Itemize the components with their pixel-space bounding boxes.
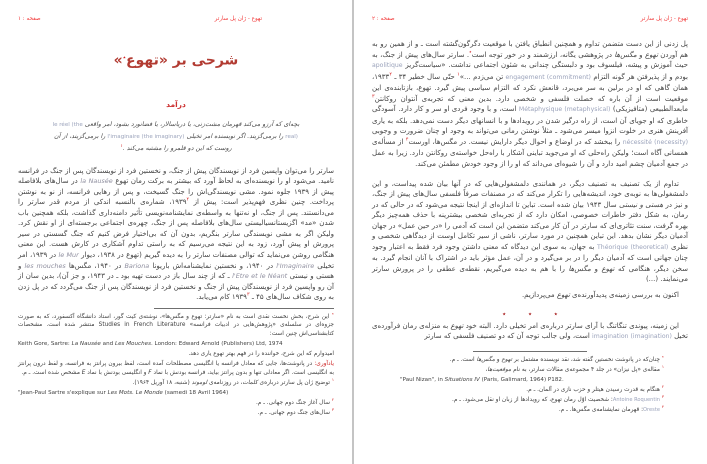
page-right-running-header	[372, 16, 688, 23]
footnote-separator	[154, 308, 334, 309]
page-number-label: صفحه : ۲	[372, 16, 395, 22]
section-heading-introduction: درآمد	[166, 99, 186, 109]
footnote-separator	[473, 351, 587, 352]
epigraph-quote: بچه‌ای که آرزو می‌کند قهرمان مشت‌زنی، یا دریاسالار، یا فضانورد بشود، امر واقعی le réel (the real) را برمی‌گزیند. اگر نویسنده امر تخیلی l'imaginaire (the imaginary) را برمی‌گزیند، از آن روست که این دو قلمرو را مشتبه می‌کند .$^۱$	[52, 120, 300, 152]
footnote-citation: "Paul Nizan", in Situations IV (Paris, Galimard, 1964) P182.	[400, 376, 564, 383]
footnote: امیدوارم که این شرح، خواننده را در فهم بهتر تهوع یاری دهد.	[188, 351, 334, 358]
article-title	[18, 49, 334, 70]
footnote: $^۲$ سال آغاز جنگ دوم جهانی. ـ م.	[255, 397, 334, 407]
star-icon: ٭	[553, 309, 558, 318]
footnote: یادآوری: در پانوشت‌ها، جایی که معادل فرانسه یا انگلیسی مصطلحات آمده است، لفظ بیرون پرانتز به فرانسه، و لفظ درون پرانتز به انگلیسی است. اگر معادلی تنها و بدون پرانتز بیاید، فرانسه بودنش با نماد F و انگلیسی بودنش با نماد E مشخص شده است. ـ م.	[18, 361, 334, 376]
footnotes-block	[372, 353, 688, 415]
running-title: تهوع - ژان پل سارتر	[640, 16, 688, 22]
footnote: $^۳$ سال‌های جنگ دوم جهانی. ـ م.	[257, 407, 334, 417]
body-paragraph: این زمینه، پیوندی تنگاتنگ با آرای سارتر درباره‌ی امر تخیلی دارد. البته خود تهوع به منزله‌ی رمان فرآورده‌ی تخیل imagination (imagination) است، ولی جالب توجه آن که دو تصنیف فلسفی که سارتر	[372, 321, 688, 341]
running-title: تهوع - ژان پل سارتر	[214, 16, 262, 22]
article-title-quote-close: »	[113, 52, 123, 69]
footnote: ٭ این شرح، بخش نخست نقدی است به نام «سارتر: تهوع و مگس‌ها»، نوشته‌ی کیت گور، استاد دانشگاه آکسفورد، که به صورت جزوه‌ای در سلسله‌ی «پژوهش‌هایی در ادبیات فرانسه» Studies in French Literature منتشر شده است. مشخصات کتابشناسی‌اش چنین است:	[18, 310, 334, 337]
title-footnote-marker: ٭	[122, 54, 126, 61]
body-paragraph: سارتر را می‌توان واپسین فرد از نویسندگان پیش از جنگ، و نخستین فرد از نویسندگان پس از جنگ در فرانسه نامید. می‌شود او را نویسنده‌ای به لحاظ آورد که بیشتر به برکت رمان تهوع la Nausée در سال‌های بلافاصله پیش از ۱۹۳۹ جلوه نمود. مشی نویسندگی‌اش را جنگ گسیخت، و پس از رهایی فرانسه، از نو به نوشتن پرداخت. چنین نظری فهم‌پذیر است: پیش از ۱۹۳۹$^۲$، شماره‌ی بالنسبه اندکی از مردم قدر سارتر را می‌دانستند. پس از جنگ، او نه‌تنها به واسطه‌ی نمایشنامه‌نویسی تأثیر دامنه‌داری گذاشت، بلکه همچنین باب شدن «مد» اگزیستانسیالیستی سال‌های بلافاصله پس از جنگ، چهره‌ی اجتماعی برجسته‌ای از او نقش کرد. ولیکن اگر به مشی نویسندگی سارتر بنگریم، بدون آن که بی‌اختیار فرض کنیم که جنگ گسستی در سیر پرورش او پیش آورد، زود به این نتیجه می‌رسیم که به راستی تداوم آشکاری در کارش هست. این معنی هنگامی روشن می‌نماید که توالی مصنفات سارتر را به دیده گیریم (تهوع در ۱۹۳۸، دیوار le Mur در ۱۹۳۹، امر تخیلی l'Imaginaire در ۱۹۴۰، و نخستین نمایشنامه‌اش باریونا Bariona در ۱۹۴۰، مگس‌ها les mouches و هستی و نیستی l'Etre et le Néant ـ که از چند سال باز در دست تهیه بود ـ در ۱۹۴۳، و جز آن)، بدین سان از آن رو واپسین فرد از نویسندگان پیش از جنگ و نخستین فرد از نویسندگان پس از جنگ می‌گردد که در پل زدن به روی شکاف سال‌های ۴۵ ـ ۱۹۳۹$^۳$ کام می‌یابد.	[18, 166, 335, 302]
footnote: ٭ چنان‌که در پانوشت نخستین گفته شد، نقد نویسنده مشتمل بر تهوع و مگس‌ها است. ـ م.	[449, 353, 664, 363]
page-left-content	[0, 0, 352, 425]
footnote: $^۱$ مقاله‌ی «پل نیزان» در جلد ۴ مجموعه‌ی مقالات سارتر، به نام موقعیت‌ها،	[485, 363, 664, 373]
star-icon: ٭	[502, 309, 507, 318]
footnote: $^۲$ هنگام به قدرت رسیدن هیتلر و حزب نازی در آلمان. ـ م.	[526, 384, 664, 393]
footnote: $^۱$ توضیح ژان پل سارتر درباره‌ی کلمات، در روزنامه‌ی لوموند (شنبه، ۱۸ آوریل ۱۹۶۴).	[132, 377, 334, 386]
footnote: $^۳$ Antoine Roquentin: شخصیت اوّل رمان تهوع، که رویدادها از زبان او نقل می‌شود. ـ م.	[452, 394, 664, 404]
body-paragraph: تداوم از یک تصنیف به تصنیف دیگر، در همانندی دلمشغولی‌هایی که در آنها بیان شده پیداست، و این دلمشغولی‌ها به نوبه‌ی خود، اندیشه‌هایی را تکرار می‌کند که در مصنفات صرفاً فلسفی سال‌های پیش از جنگ، و نیز در هستی و نیستی سال ۱۹۴۳ بیان شده است. تباین تا اندازه‌ای از اینجا نتیجه می‌شود که در حالی که در رمان، به شکل دفتر خاطرات خصوصی، امکان دارد که از تجربه‌ای شخصی بیشترینه با حذف همه‌چیز دیگر بهره گرفت، سنت تئاتری‌ای که سارتر در آن کار می‌کند متضمن این است که آدمی را «در حین عمل» در جهان آدمیان دیگر نشان بدهد. این تباین همچنین در مورد سارتر، ناشی از سیر تکامل اوست از دیدگاهی شخصی و نظری Théorique (theoretical) به جهان، به سوی این دیدگاه که معنی داشتن وجود فرد فقط به اعتبار وجود چنان جهانی است که آدمیان دیگر را در بر می‌گیرد و در آن، عمل مؤثر باید در اشتراک با آنان انجام گیرد. به سخن دیگر، هنگامی که تهوع و مگس‌ها را با هم به دیده می‌گیریم، نقطه‌ی عطفی را در پرورش سارتر می‌نمایند. (...)	[372, 179, 688, 284]
body-paragraph: پل زدنی از این دست متضمن تداوم و همچنین انطباق یافتن با موقعیت دگرگون‌گشته است ـ و از همین رو به هم آوردن تهوع و مگس‌ها در پژوهشی یگانه، ارزشمند و در خور توجه است٭. سارتر سال‌های پیش از جنگ، به حیث آموزش و پیشه، فیلسوف بود و دلبستگی چندانی به شئون اجتماعی نداشت. «سیاست‌گریز apolitique بودم و از پذیرفتن هر گونه التزام engagement (commitment) تن می‌زدم ...»$^۱$ حتّی سال خطیر ۳۴ ـ ۱۹۳۳$^۲$، همان گاهی که او در برلین به سر می‌برد، قانعش نکرد که التزام سیاسی پیش گیرد. تهوع، بازتابنده‌ی این موقعیت است از آن باره که خصلت فلسفی و شخصی دارد. بدین معنی که تجربه‌ی آنتوان روکانتن$^۳$ مابعدالطبیعی (متافیزیکی) Métaphysique (metaphysical) است، و با وجود فردی او سر و کار دارد. آسودگی خاطری که او جویای آن است، از راه درگیر شدن در رویدادها و با انسانهای دیگر دست نمی‌دهد. بلکه به یاری آفرینش هنری در خلوت انزوا میسر می‌شود ـ مثلاً نوشتن رمانی می‌تواند به وجود او چنان ضرورت و وجوبی nécessité (necessity) را ببخشد که در اوضاع و احوال دیگر دارایش نیست. در مگس‌ها، اورست$^۴$ از مسأله‌ی همسانی آگاه است؛ ولیکن راه‌حلی که او می‌جوید تباینی آشکار با راه‌حل خواسته‌ی روکانتن دارد. زیرا به عمل در جمع آدمیان چشم امید دارد و آن را شیوه‌ای می‌داند که او را از وجود خودش مطمئن می‌کند.	[372, 40, 688, 169]
body-paragraph: اکنون به بررسی زمینه‌ی پدیدآورنده‌ی تهوع می‌پردازیم.	[521, 291, 679, 300]
section-break-stars	[372, 310, 688, 318]
footnote-citation: Keith Gore, Sartre: La Nausée and Les Mouches. London: Edward Arnold (Publishers) Ltd, 1974	[18, 341, 283, 348]
page-left	[0, 0, 353, 464]
page-right	[353, 0, 706, 464]
footnote-citation: "Jean-Paul Sartre s'explique sur Les Mots. Le Monde (samedi 18 Avril 1964)	[18, 390, 229, 397]
footnote: $^۴$ Oreste: قهرمان نمایشنامه‌ی مگس‌ها. ـ م.	[558, 404, 664, 414]
article-title-text: شرحی بر «تهوع	[126, 52, 239, 69]
page-right-content	[354, 0, 706, 422]
star-icon: ٭	[528, 309, 532, 318]
page-number-label: صفحه : ۱	[18, 16, 41, 22]
page-left-running-header	[18, 16, 334, 23]
footnotes-block	[18, 310, 334, 418]
